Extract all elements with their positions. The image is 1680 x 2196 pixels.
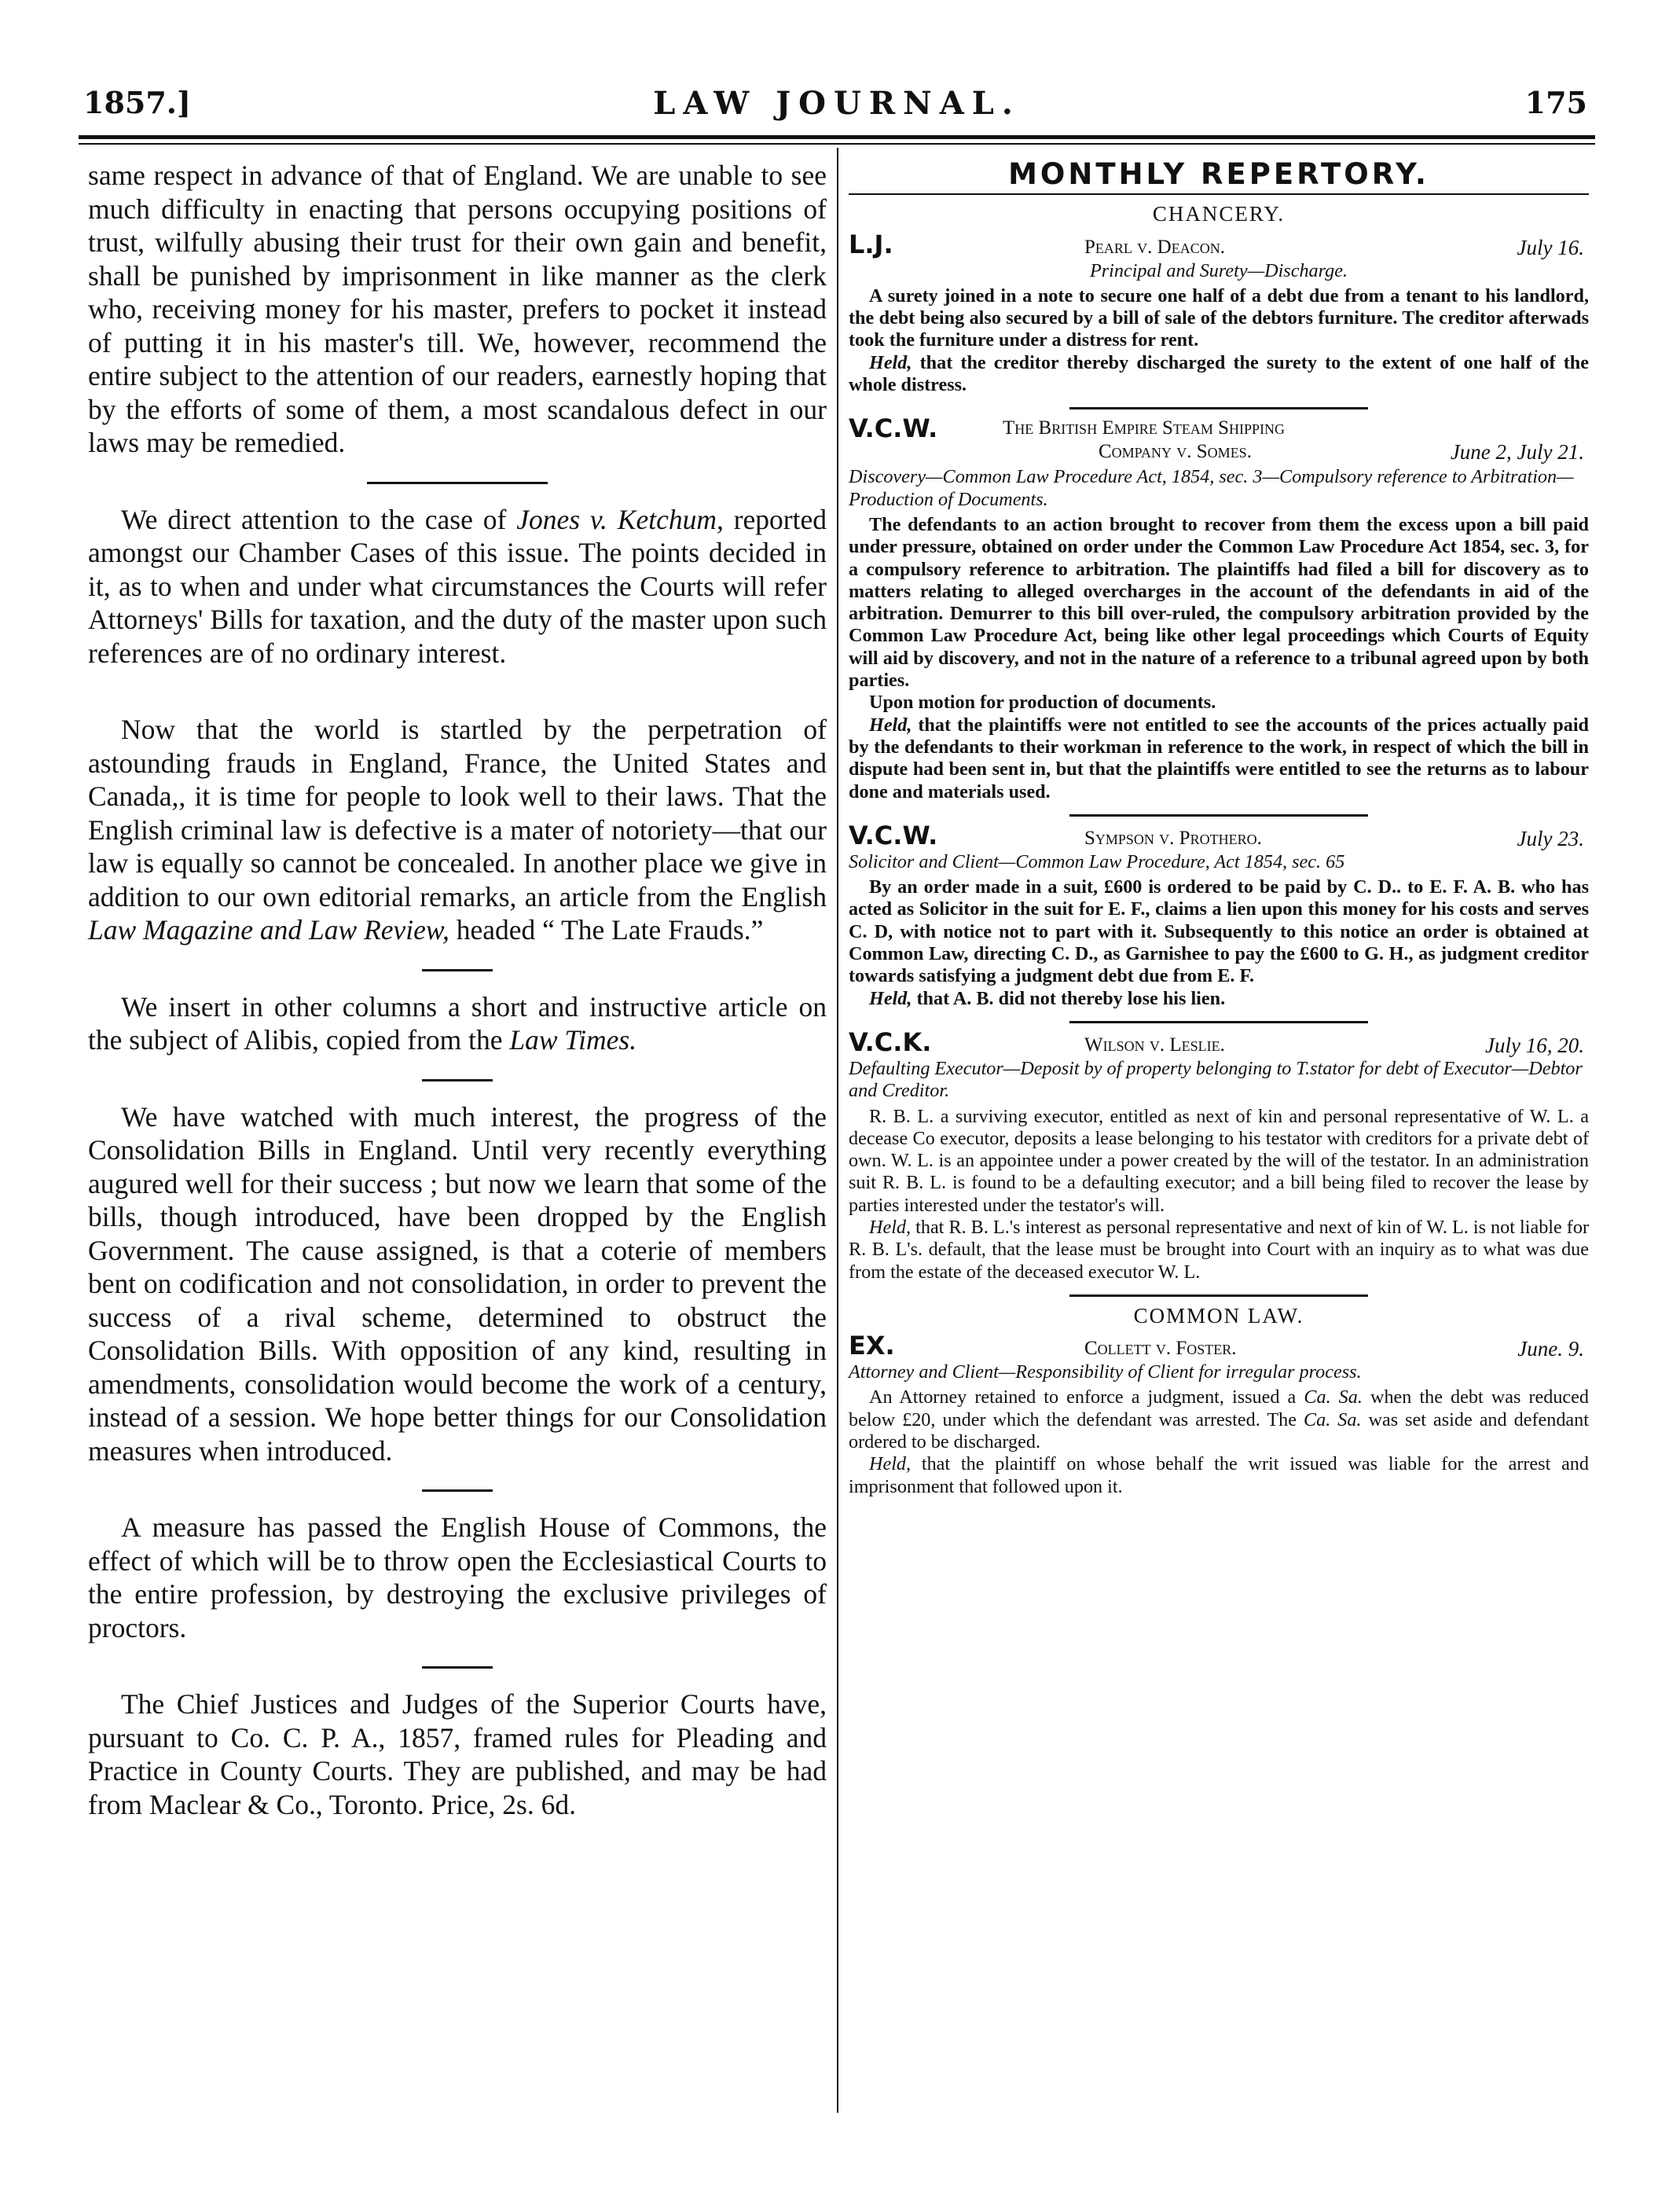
case-heading: [849, 820, 1589, 851]
case-heading: [849, 413, 1589, 466]
court-label: V.C.K.: [849, 1026, 932, 1057]
case-date: June. 9.: [1517, 1337, 1584, 1361]
case-heading: [849, 1026, 1589, 1058]
case-subject: Discovery—Common Law Procedure Act, 1854, sec. 3—Compulsory reference to Arbitration—Production of Documents.: [849, 466, 1574, 510]
header-year: 1857.]: [83, 85, 191, 120]
section-rule: [849, 193, 1589, 195]
case-facts: A surety joined in a note to secure one half of a debt due from a tenant to his landlord, the debt being also secured by a bill of sale of the debtors furniture. The creditor afterwads took the furniture under a distress for rent.: [849, 285, 1589, 351]
case-name: Pearl v. Deacon.: [1084, 236, 1225, 258]
case-heading: [849, 1331, 1589, 1361]
case-name-continued: Company v. Somes.: [1099, 441, 1252, 463]
case-subject: Defaulting Executor—Deposit by of property belonging to T.stator for debt of Executor—Debtor and Creditor.: [849, 1057, 1583, 1102]
editorial-paragraph-5: We have watched with much interest, the progress of the Consolidation Bills in England. Until very recently everything augured well for their success ; but now we learn that some of the bills, though introduced, have been dropped by the English Government. The cause assigned, is that a coterie of members bent on codification and not consolidation, in order to prevent the success of a rival scheme, determined to obstruct the Consolidation Bills. With opposition of any kind, resulting in amendments, consolidation would become the work of a century, instead of a session. We hope better things for our Consolidation measures when introduced.: [88, 1100, 827, 1467]
case-holding: Held, that the plaintiffs were not entitled to see the accounts of the prices actually paid by the defendants to their workman in reference to the work, in respect of which the bill in dispute had been sent in, but that the plaintiffs were entitled to see the returns as to labour done and materials used.: [849, 714, 1589, 802]
column-divider: [837, 148, 838, 2113]
editorial-paragraph-7: The Chief Justices and Judges of the Superior Courts have, pursuant to Co. C. P. A., 1857, framed rules for Pleading and Practice in County Courts. They are published, and may be had from Maclear & Co., Toronto. Price, 2s. 6d.: [88, 1688, 827, 1820]
header-rule-thin: [79, 143, 1595, 145]
case-subject: Solicitor and Client—Common Law Procedure, Act 1854, sec. 65: [849, 850, 1345, 872]
paragraph-divider: [422, 969, 493, 971]
case-subject: Principal and Surety—Discharge.: [1089, 259, 1348, 281]
section-divider: [1069, 1294, 1368, 1297]
case-holding: Held, that R. B. L.'s interest as personal representative and next of kin of W. L. is not liable for R. B. L's. default, that the lease must be brought into Court with an inquiry as to what was due from the estate of the deceased executor W. L.: [849, 1216, 1589, 1283]
running-header: [79, 85, 1595, 132]
chancery-heading: CHANCERY.: [1152, 202, 1286, 226]
paragraph-spacer: [422, 692, 493, 694]
court-label: V.C.W.: [849, 413, 938, 444]
repertory-column: [849, 159, 1589, 1498]
case-heading: [849, 229, 1589, 260]
journal-title: LAW JOURNAL.: [653, 85, 1021, 122]
case-holding: Held, that the plaintiff on whose behalf the writ issued was liable for the arrest and imprisonment that followed upon it.: [849, 1453, 1589, 1497]
common-law-heading: COMMON LAW.: [1133, 1303, 1304, 1328]
case-holding: Held, that A. B. did not thereby lose his lien.: [869, 987, 1226, 1009]
case-date: July 23.: [1517, 826, 1584, 850]
court-label: EX.: [849, 1331, 895, 1361]
editorial-paragraph-6: A measure has passed the English House of Commons, the effect of which will be to throw open the Ecclesiastical Courts to the entire profession, by destroying the exclusive privileges of proctors.: [88, 1511, 827, 1643]
editorial-paragraph-3: Now that the world is startled by the perpetration of astounding frauds in England, France, the United States and Canada,, it is time for people to look well to their laws. That the English criminal law is defective is a mater of notoriety—that our law is equally so cannot be concealed. In another place we give in addition to our own editorial remarks, an article from the English Law Magazine and Law Review, headed “ The Late Frauds.”: [88, 714, 827, 946]
case-facts: The defendants to an action brought to recover from them the excess upon a bill paid under pressure, obtained on order under the Common Law Procedure Act 1854, sec. 3, for a compulsory reference to arbitration. The plaintiffs had filed a bill for discovery as to matters relating to alleged overcharges in the account of the defendants in aid of the arbitration. Demurrer to this bill over-ruled, the compulsory arbitration provided by the Common Law Procedure Act, being like other legal proceedings which Courts of Equity will aid by discovery, and not in the nature of a reference to a tribunal agreed upon by both parties.: [849, 513, 1589, 692]
case-name: Wilson v. Leslie.: [1084, 1034, 1225, 1056]
repertory-title: MONTHLY REPERTORY.: [1008, 157, 1429, 191]
page-number: 175: [1524, 85, 1587, 120]
case-divider: [1069, 407, 1368, 409]
editorial-paragraph-1: same respect in advance of that of England. We are unable to see much difficulty in enacting that persons occupying positions of trust, wilfully abusing their trust for their own gain and benefit, shall be punished by imprisonment in like manner as the clerk who, receiving money for his master, prefers to pocket it instead of putting it in his master's till. We, however, recommend the entire subject to the attention of our readers, earnestly hoping that by the efforts of some of them, a most scandalous defect in our laws may be remedied.: [88, 160, 827, 458]
case-date: July 16, 20.: [1485, 1033, 1584, 1057]
case-date: June 2, July 21.: [1450, 440, 1584, 465]
case-facts: By an order made in a suit, £600 is ordered to be paid by C. D.. to E. F. A. B. who has acted as Solicitor in the suit for E. F., claims a lien upon this money for his costs and serves C. D, with notice not to part with it. Subsequently to this notice an order is obtained at Common Law, directing C. D., as Garnishee to pay the £600 to G. H., as judgment creditor towards satisfying a judgment debt due from E. F.: [849, 876, 1589, 987]
editorial-paragraph-2: We direct attention to the case of Jones v. Ketchum, reported amongst our Chamber Cases of this issue. The points decided in it, as to when and under what circumstances the Courts will refer Attorneys' Bills for taxation, and the duty of the master upon such references are of no ordinary interest.: [88, 503, 827, 669]
editorial-paragraph-4: We insert in other columns a short and instructive article on the subject of Alibis, copied from the Law Times.: [88, 990, 827, 1056]
case-facts: R. B. L. a surviving executor, entitled as next of kin and personal representative of W. L. a decease Co executor, deposits a lease belonging to his testator with creditors for a private debt of own. W. L. is an appointee under a power created by the will of the testator. In an administration suit R. B. L. is found to be a defaulting executor; and a bill being filed to recover the lease by parties interested under the testator's will.: [849, 1105, 1589, 1216]
paragraph-divider: [367, 482, 548, 484]
case-name: Collett v. Foster.: [1084, 1338, 1237, 1360]
case-date: July 16.: [1517, 235, 1584, 259]
case-divider: [1069, 814, 1368, 817]
court-label: L.J.: [849, 229, 893, 259]
case-facts: An Attorney retained to enforce a judgment, issued a Ca. Sa. when the debt was reduced below £20, under which the defendant was arrested. The Ca. Sa. was set aside and defendant ordered to be discharged.: [849, 1386, 1589, 1453]
paragraph-divider: [422, 1079, 493, 1081]
paragraph-divider: [422, 1489, 493, 1492]
case-name: Sympson v. Prothero.: [1084, 827, 1262, 849]
case-motion: Upon motion for production of documents.: [869, 692, 1216, 714]
editorial-column: [88, 159, 827, 1821]
case-divider: [1069, 1021, 1368, 1023]
paragraph-divider: [422, 1666, 493, 1669]
case-holding: Held, that the creditor thereby discharged the surety to the extent of one half of the whole distress.: [849, 351, 1589, 396]
case-subject: Attorney and Client—Responsibility of Client for irregular process.: [849, 1361, 1362, 1383]
header-rule-thick: [79, 135, 1595, 139]
court-label: V.C.W.: [849, 820, 938, 850]
case-name: The British Empire Steam Shipping: [1003, 417, 1286, 439]
